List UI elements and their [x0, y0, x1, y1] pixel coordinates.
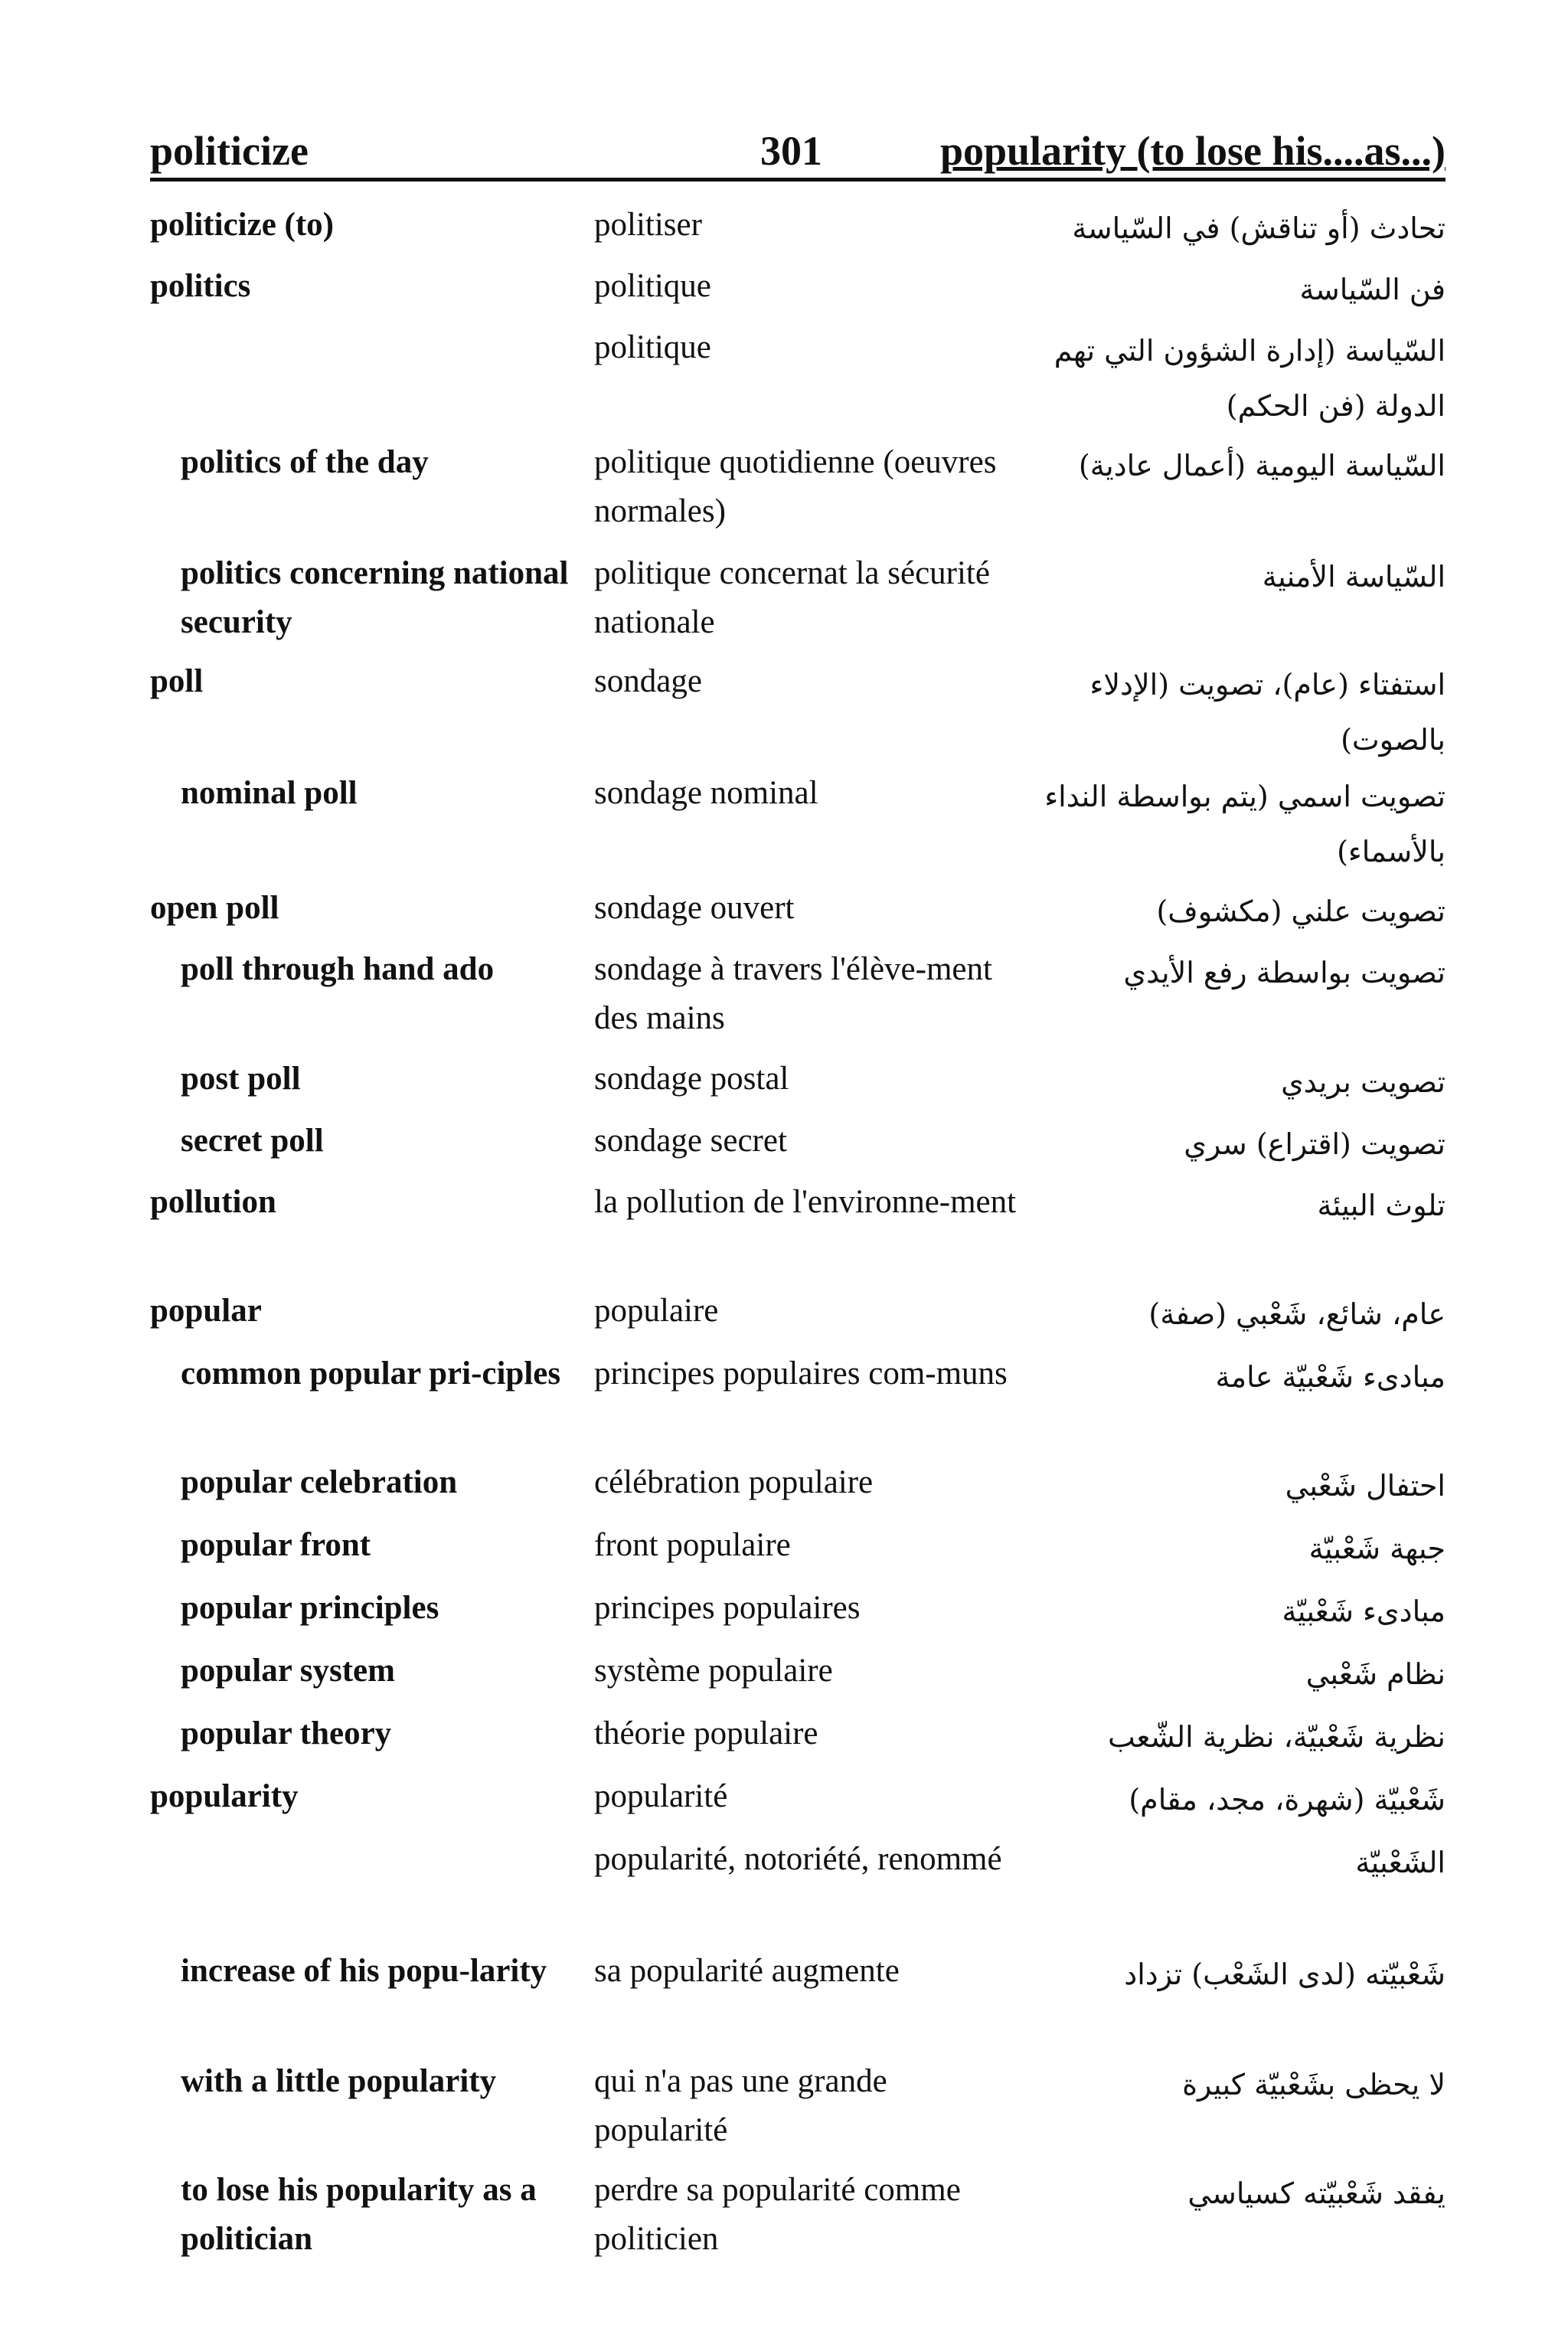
entry-arabic: احتفال شَعْبي [1285, 1469, 1446, 1503]
entry-french: système populaire [594, 1653, 833, 1689]
entry-english: popular front [181, 1527, 371, 1563]
entry-english: politics [150, 268, 251, 304]
entry-arabic: مبادىء شَعْبيّة [1282, 1594, 1446, 1628]
entry-english: popular theory [181, 1715, 392, 1751]
entry-english: pollution [150, 1184, 276, 1220]
entry-arabic: تحادث (أو تناقش) في السّياسة [1072, 211, 1446, 245]
entry-arabic: السّياسة (إدارة الشؤون التي تهم الدولة (فن الحكم) [1054, 334, 1446, 423]
entry-french: politique concernat la sécurité nationale [594, 555, 990, 640]
entry-french: popularité, notoriété, renommé [594, 1841, 1002, 1877]
entry-french: populaire [594, 1293, 719, 1329]
entry-arabic: يفقد شَعْبيّته كسياسي [1187, 2177, 1446, 2210]
entry-english: politics concerning national security [181, 555, 569, 640]
entry-english: popular system [181, 1653, 395, 1689]
entry-french: perdre sa popularité comme politicien [594, 2172, 961, 2257]
entry-arabic: تصويت بريدي [1281, 1065, 1446, 1099]
entry-french: qui n'a pas une grande popularité [594, 2063, 887, 2148]
entry-arabic: جبهة شَعْبيّة [1308, 1532, 1446, 1565]
entry-french: sondage secret [594, 1123, 787, 1159]
entry-french: sa popularité augmente [594, 1953, 900, 1989]
entry-arabic: الشَعْبيّة [1355, 1846, 1446, 1879]
entry-french: politique quotidienne (oeuvres normales) [594, 444, 997, 529]
entry-arabic: مبادىء شَعْبيّة عامة [1215, 1360, 1446, 1394]
entry-arabic: نظرية شَعْبيّة، نظرية الشّعب [1108, 1720, 1446, 1754]
entry-french: célébration populaire [594, 1464, 874, 1500]
entry-english: popular [150, 1293, 262, 1329]
entry-english: increase of his popu-larity [181, 1953, 547, 1989]
entry-english: post poll [181, 1061, 301, 1097]
entry-arabic: تلوث البيئة [1317, 1189, 1446, 1222]
entry-french: politiser [594, 207, 702, 243]
entry-french: principes populaires [594, 1590, 861, 1626]
entry-english: nominal poll [181, 775, 358, 811]
entry-arabic: السّياسة الأمنية [1262, 560, 1446, 594]
header-last-entry [940, 130, 1446, 172]
header-rule [150, 178, 1446, 182]
entry-french: sondage ouvert [594, 890, 795, 926]
entry-french: sondage nominal [594, 775, 818, 811]
entry-english: popular principles [181, 1590, 439, 1626]
entry-english: with a little popularity [181, 2063, 497, 2099]
entry-english: popular celebration [181, 1464, 458, 1500]
entry-english: common popular pri-ciples [181, 1356, 561, 1392]
page-number: 301 [760, 128, 822, 174]
entry-english: secret poll [181, 1123, 324, 1159]
entry-arabic: نظام شَعْبي [1305, 1657, 1446, 1691]
entry-arabic: لا يحظى بشَعْبيّة كبيرة [1182, 2068, 1446, 2101]
entry-english: poll [150, 663, 204, 699]
entry-french: popularité [594, 1778, 728, 1814]
entry-english: open poll [150, 890, 279, 926]
entry-french: politique [594, 268, 711, 304]
entry-english: poll through hand ado [181, 951, 495, 987]
entry-arabic: تصويت بواسطة رفع الأيدي [1123, 956, 1446, 989]
entry-french: front populaire [594, 1527, 791, 1563]
entry-arabic: شَعْبيّة (شهرة، مجد، مقام) [1129, 1783, 1446, 1817]
entry-english: popularity [150, 1778, 299, 1814]
entry-french: sondage [594, 663, 702, 699]
header-last-entry-text: popularity (to lose his....as...) [939, 128, 1446, 174]
entry-french: sondage à travers l'élève-ment des mains [594, 951, 992, 1036]
entry-arabic: عام، شائع، شَعْبي (صفة) [1148, 1297, 1446, 1331]
entry-french: sondage postal [594, 1061, 789, 1097]
entry-french: politique [594, 329, 711, 365]
entry-arabic: السّياسة اليومية (أعمال عادية) [1078, 449, 1446, 482]
entry-english: politics of the day [181, 444, 429, 480]
entry-arabic: تصويت علني (مكشوف) [1156, 895, 1446, 928]
entry-arabic: شَعْبيّته (لدى الشَعْب) تزداد [1124, 1957, 1446, 1991]
entry-english: politicize (to) [150, 207, 334, 243]
entry-english: to lose his popularity as a politician [181, 2172, 537, 2257]
header-first-entry: politicize [150, 128, 309, 174]
entry-french: principes populaires com-muns [594, 1356, 1008, 1392]
entry-arabic: تصويت اسمي (يتم بواسطة النداء بالأسماء) [1044, 780, 1446, 868]
entry-french: la pollution de l'environne-ment [594, 1184, 1017, 1220]
entry-arabic: استفتاء (عام)، تصويت (الإدلاء بالصوت) [1089, 668, 1446, 757]
entry-french: théorie populaire [594, 1715, 818, 1751]
entry-arabic: فن السّياسة [1299, 273, 1446, 306]
entry-arabic: تصويت (اقتراع) سري [1184, 1127, 1446, 1161]
